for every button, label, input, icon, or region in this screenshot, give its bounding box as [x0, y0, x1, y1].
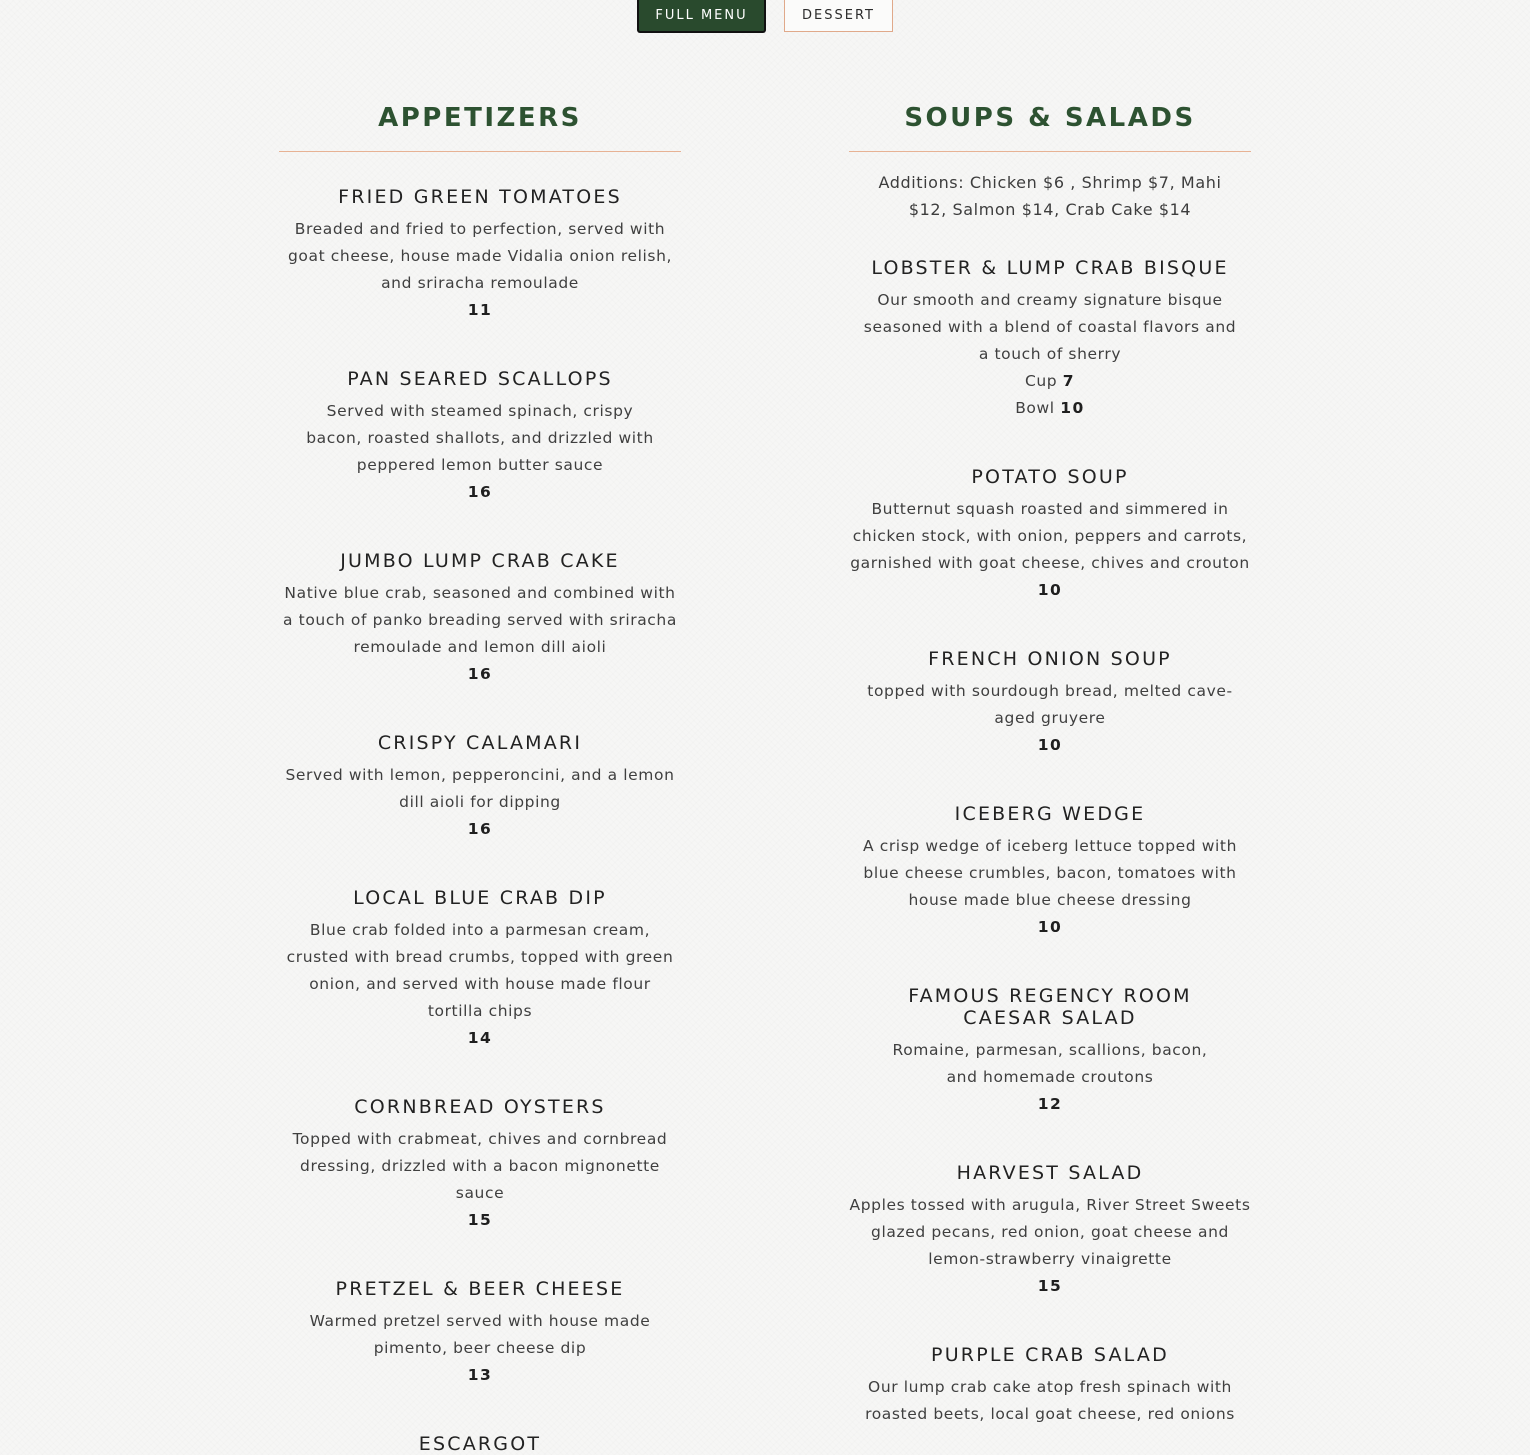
item-name: CRISPY CALAMARI [377, 732, 583, 754]
item-price: 16 [467, 483, 493, 501]
item-description: Warmed pretzel served with house made pimento, beer cheese dip [309, 1312, 651, 1357]
item-description: Our lump crab cake atop fresh spinach with roasted beets, local goat cheese, red onions [865, 1378, 1235, 1423]
item-description: Topped with crabmeat, chives and cornbread dressing, drizzled with a bacon mignonette sauce [292, 1130, 668, 1202]
item-price: 10 [1037, 918, 1063, 936]
item-name: PAN SEARED SCALLOPS [347, 368, 613, 390]
section-divider [279, 151, 681, 152]
additions-note: Additions: Chicken $6 , Shrimp $7, Mahi $12, Salmon $14, Crab Cake $14 [878, 173, 1222, 219]
section-title: SOUPS & SALADS [904, 103, 1196, 133]
item-name: HARVEST SALAD [956, 1162, 1144, 1184]
menu-item [849, 466, 1251, 604]
item-description: Breaded and fried to perfection, served with goat cheese, house made Vidalia onion relish, and sriracha remoulade [287, 220, 673, 292]
item-price: 11 [467, 301, 493, 319]
menu-item [849, 985, 1251, 1118]
item-price: 13 [467, 1366, 493, 1384]
item-name: FAMOUS REGENCY ROOM CAESAR SALAD [908, 985, 1192, 1029]
item-name: PURPLE CRAB SALAD [931, 1344, 1169, 1366]
item-description: Served with lemon, pepperoncini, and a lemon dill aioli for dipping [285, 766, 675, 811]
cup-price-line [849, 368, 1251, 395]
item-description: Butternut squash roasted and simmered in chicken stock, with onion, peppers and carrots, garnished with goat cheese, chives and crouton [850, 500, 1250, 572]
bowl-price-line [849, 395, 1251, 422]
item-price: 10 [1037, 581, 1063, 599]
item-description: Romaine, parmesan, scallions, bacon, and homemade croutons [892, 1041, 1208, 1086]
item-name: FRIED GREEN TOMATOES [338, 186, 622, 208]
menu-item [849, 1344, 1251, 1428]
menu-item [279, 186, 681, 324]
bowl-price: 10 [1060, 399, 1085, 417]
menu-item [279, 368, 681, 506]
menu-item [279, 732, 681, 843]
item-description: Blue crab folded into a parmesan cream, crusted with bread crumbs, topped with green onion, and served with house made flour tortilla chips [286, 921, 674, 1020]
section-title: APPETIZERS [378, 103, 582, 133]
bowl-label: Bowl [1015, 399, 1055, 417]
item-description: Served with steamed spinach, crispy bacon, roasted shallots, and drizzled with peppered lemon butter sauce [306, 402, 654, 474]
menu-item [279, 1433, 681, 1455]
tab-dessert[interactable]: DESSERT [784, 0, 893, 32]
item-price: 16 [467, 665, 493, 683]
menu-item [279, 1096, 681, 1234]
menu-item [849, 648, 1251, 759]
item-price: 16 [467, 820, 493, 838]
item-name: PRETZEL & BEER CHEESE [335, 1278, 625, 1300]
item-price: 14 [467, 1029, 493, 1047]
item-description: topped with sourdough bread, melted cave-aged gruyere [867, 682, 1233, 727]
menu-item [849, 1162, 1251, 1300]
menu-item [279, 1278, 681, 1389]
item-description: Our smooth and creamy signature bisque seasoned with a blend of coastal flavors and a touch of sherry [863, 291, 1237, 363]
item-name: JUMBO LUMP CRAB CAKE [340, 550, 620, 572]
soups-salads-section [849, 100, 1251, 1428]
item-name: ESCARGOT [418, 1433, 542, 1455]
item-price: 15 [467, 1211, 493, 1229]
cup-label: Cup [1024, 372, 1058, 390]
item-name: ICEBERG WEDGE [954, 803, 1146, 825]
cup-price: 7 [1062, 372, 1076, 390]
item-name: CORNBREAD OYSTERS [354, 1096, 606, 1118]
section-divider [849, 151, 1251, 152]
item-name: POTATO SOUP [971, 466, 1129, 488]
item-description: A crisp wedge of iceberg lettuce topped with blue cheese crumbles, bacon, tomatoes with house made blue cheese dressing [862, 837, 1238, 909]
menu-tabs [0, 0, 1530, 33]
item-name: FRENCH ONION SOUP [928, 648, 1172, 670]
item-description: Native blue crab, seasoned and combined with a touch of panko breading served with sriracha remoulade and lemon dill aioli [283, 584, 677, 656]
item-price: 12 [1037, 1095, 1063, 1113]
item-price: 15 [1037, 1277, 1063, 1295]
item-description: Apples tossed with arugula, River Street Sweets glazed pecans, red onion, goat cheese and lemon-strawberry vinaigrette [849, 1196, 1251, 1268]
item-name: LOBSTER & LUMP CRAB BISQUE [871, 257, 1229, 279]
tab-full-menu[interactable]: FULL MENU [637, 0, 766, 33]
item-price: 10 [1037, 736, 1063, 754]
item-name: LOCAL BLUE CRAB DIP [353, 887, 607, 909]
menu-item [849, 803, 1251, 941]
appetizers-section [279, 100, 681, 1455]
menu-item [849, 257, 1251, 422]
menu-item [279, 550, 681, 688]
menu-item [279, 887, 681, 1052]
